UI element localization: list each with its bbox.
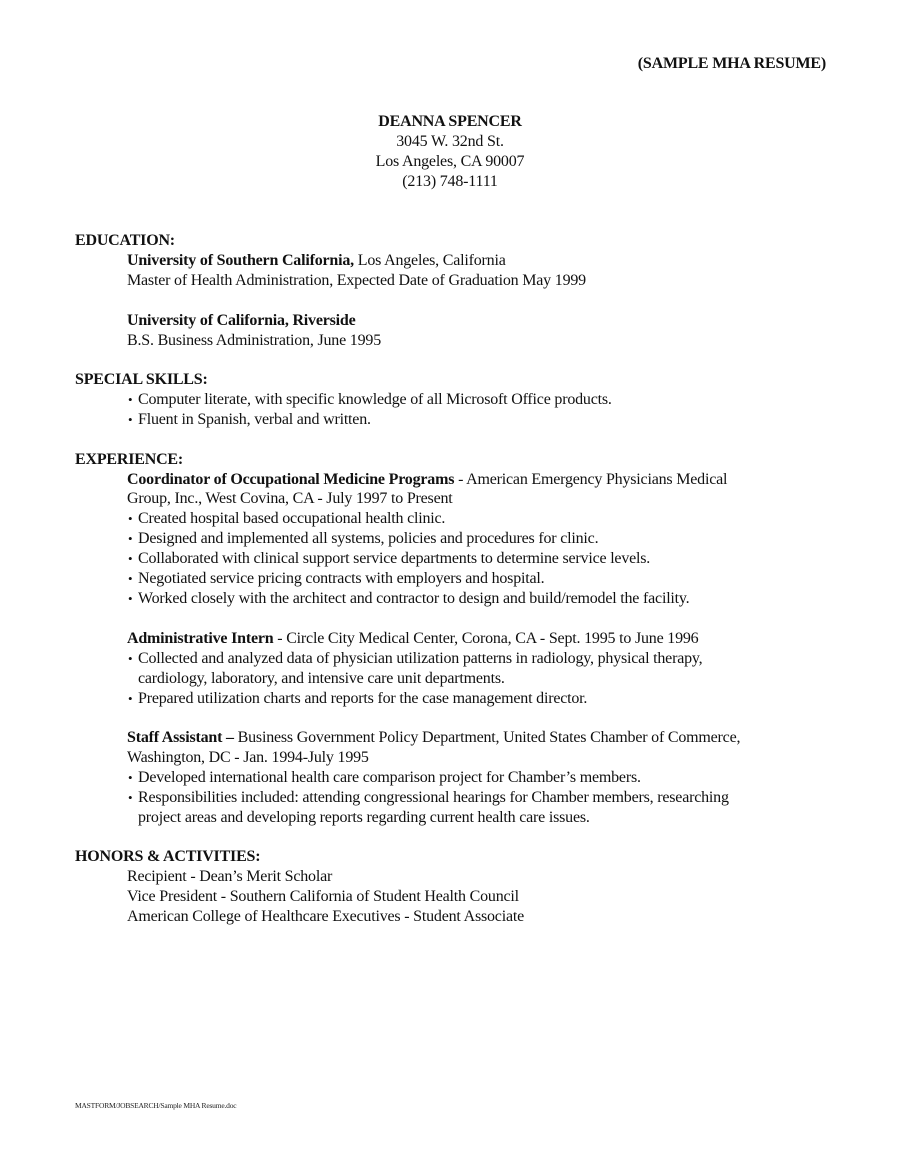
job-bullet-cont: project areas and developing reports regarding current health care issues.: [138, 809, 590, 826]
skills-heading: SPECIAL SKILLS:: [75, 371, 208, 388]
footer-file-path: MASTFORM/JOBSEARCH/Sample MHA Resume.doc: [75, 1101, 237, 1110]
job-organization: American Emergency Physicians Medical: [466, 471, 728, 488]
school-location: Los Angeles, California: [353, 252, 506, 269]
document-tag: (SAMPLE MHA RESUME): [637, 55, 826, 72]
education-degree: Master of Health Administration, Expected Date of Graduation May 1999: [127, 272, 586, 289]
job-bullet: • Prepared utilization charts and reports for the case management director.: [138, 689, 587, 709]
address-line-2: Los Angeles, CA 90007: [375, 153, 525, 170]
honor-item: Recipient - Dean’s Merit Scholar: [127, 868, 333, 885]
phone-number: (213) 748-1111: [402, 173, 498, 190]
job-organization-cont: Group, Inc., West Covina, CA - July 1997 to Present: [127, 490, 453, 507]
job-bullet: • Negotiated service pricing contracts with employers and hospital.: [138, 569, 544, 589]
job-bullet: • Collaborated with clinical support service departments to determine service levels.: [138, 549, 650, 569]
address-line-1: 3045 W. 32nd St.: [396, 133, 504, 150]
job-title: Coordinator of Occupational Medicine Programs: [127, 471, 455, 488]
job-bullet-cont: cardiology, laboratory, and intensive care unit departments.: [138, 670, 505, 687]
school-name: University of Southern California,: [127, 252, 354, 269]
job-title: Staff Assistant –: [127, 729, 234, 746]
separator: -: [273, 630, 287, 647]
honor-item: Vice President - Southern California of Student Health Council: [127, 888, 519, 905]
job-header: [127, 470, 727, 490]
school-name: University of California, Riverside: [127, 312, 356, 329]
skill-item: • Computer literate, with specific knowledge of all Microsoft Office products.: [138, 390, 612, 410]
job-organization: Business Government Policy Department, United States Chamber of Commerce,: [237, 729, 741, 746]
honor-item: American College of Healthcare Executives - Student Associate: [127, 908, 524, 925]
job-bullet: • Worked closely with the architect and contractor to design and build/remodel the facility.: [138, 589, 690, 609]
applicant-name: DEANNA SPENCER: [378, 113, 522, 130]
job-bullet: • Developed international health care comparison project for Chamber’s members.: [138, 768, 641, 788]
honors-heading: HONORS & ACTIVITIES:: [75, 848, 261, 865]
education-degree: B.S. Business Administration, June 1995: [127, 332, 381, 349]
job-bullet: • Responsibilities included: attending congressional hearings for Chamber members, researching: [138, 788, 729, 808]
education-heading: EDUCATION:: [75, 232, 175, 249]
job-title: Administrative Intern: [127, 630, 274, 647]
job-bullet: • Designed and implemented all systems, policies and procedures for clinic.: [138, 529, 598, 549]
job-header: [127, 728, 740, 748]
education-entry-school: [127, 251, 506, 271]
job-organization: Circle City Medical Center, Corona, CA - Sept. 1995 to June 1996: [286, 630, 699, 647]
job-header: [127, 629, 698, 649]
job-organization-cont: Washington, DC - Jan. 1994-July 1995: [127, 749, 369, 766]
job-bullet: • Created hospital based occupational health clinic.: [138, 509, 445, 529]
job-bullet: • Collected and analyzed data of physician utilization patterns in radiology, physical therapy,: [138, 649, 702, 669]
separator: -: [454, 471, 467, 488]
skill-item: • Fluent in Spanish, verbal and written.: [138, 410, 371, 430]
experience-heading: EXPERIENCE:: [75, 451, 184, 468]
